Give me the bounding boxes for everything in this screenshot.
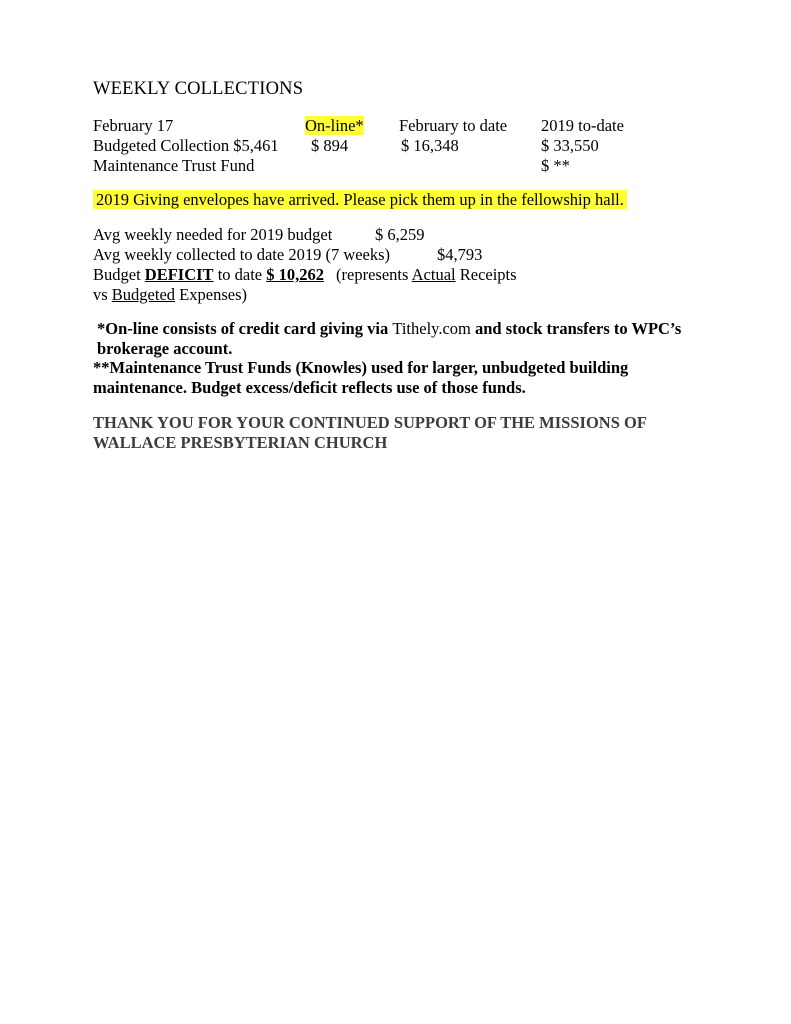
expenses-word: Expenses) (175, 285, 247, 304)
deficit-word: DEFICIT (144, 265, 214, 284)
deficit-line (93, 265, 517, 285)
maintenance-footnote: **Maintenance Trust Funds (Knowles) used for larger, unbudgeted building maintenance. Budget excess/deficit reflects use of those funds. (93, 358, 629, 397)
footnotes (93, 319, 713, 397)
ytd-value: $ 33,550 (541, 136, 599, 155)
feb-to-date-header: February to date (399, 116, 508, 135)
tithely-text: Tithely.com (392, 319, 471, 338)
budgeted-collection-label: Budgeted Collection $5,461 (93, 136, 279, 155)
page-title: WEEKLY COLLECTIONS (93, 79, 304, 99)
avg-collected-label: Avg weekly collected to date 2019 (7 weeks) (93, 245, 391, 264)
actual-word: Actual (411, 265, 456, 284)
thank-you-message: THANK YOU FOR YOUR CONTINUED SUPPORT OF THE MISSIONS OF WALLACE PRESBYTERIAN CHURCH (93, 413, 647, 452)
online-footnote-a: *On-line consists of credit card giving via (97, 319, 393, 338)
avg-collected-value: $4,793 (437, 245, 483, 264)
deficit-line-2 (93, 285, 247, 305)
deficit-suffix: (represents (336, 265, 412, 284)
feb-to-date-value: $ 16,348 (401, 136, 459, 155)
online-header (305, 116, 364, 136)
budgeted-word: Budgeted (111, 285, 176, 304)
deficit-prefix: Budget (93, 265, 145, 284)
online-footnote-b: and stock transfers to WPC’s brokerage account. (97, 319, 682, 358)
maintenance-trust-label: Maintenance Trust Fund (93, 156, 255, 175)
maintenance-trust-value: $ ** (541, 156, 570, 175)
avg-needed-label: Avg weekly needed for 2019 budget (93, 225, 333, 244)
vs-word: vs (93, 285, 112, 304)
date-label: February 17 (93, 116, 174, 135)
deficit-mid: to date (213, 265, 267, 284)
ytd-header: 2019 to-date (541, 116, 624, 135)
online-value: $ 894 (311, 136, 349, 155)
deficit-value: $ 10,262 (266, 265, 325, 284)
online-header-highlight: On-line* (305, 116, 364, 135)
receipts-word: Receipts (455, 265, 517, 284)
announcement (93, 190, 627, 210)
avg-needed-value: $ 6,259 (375, 225, 425, 244)
online-footnote (93, 319, 713, 358)
announcement-text: 2019 Giving envelopes have arrived. Please pick them up in the fellowship hall. (93, 190, 627, 209)
